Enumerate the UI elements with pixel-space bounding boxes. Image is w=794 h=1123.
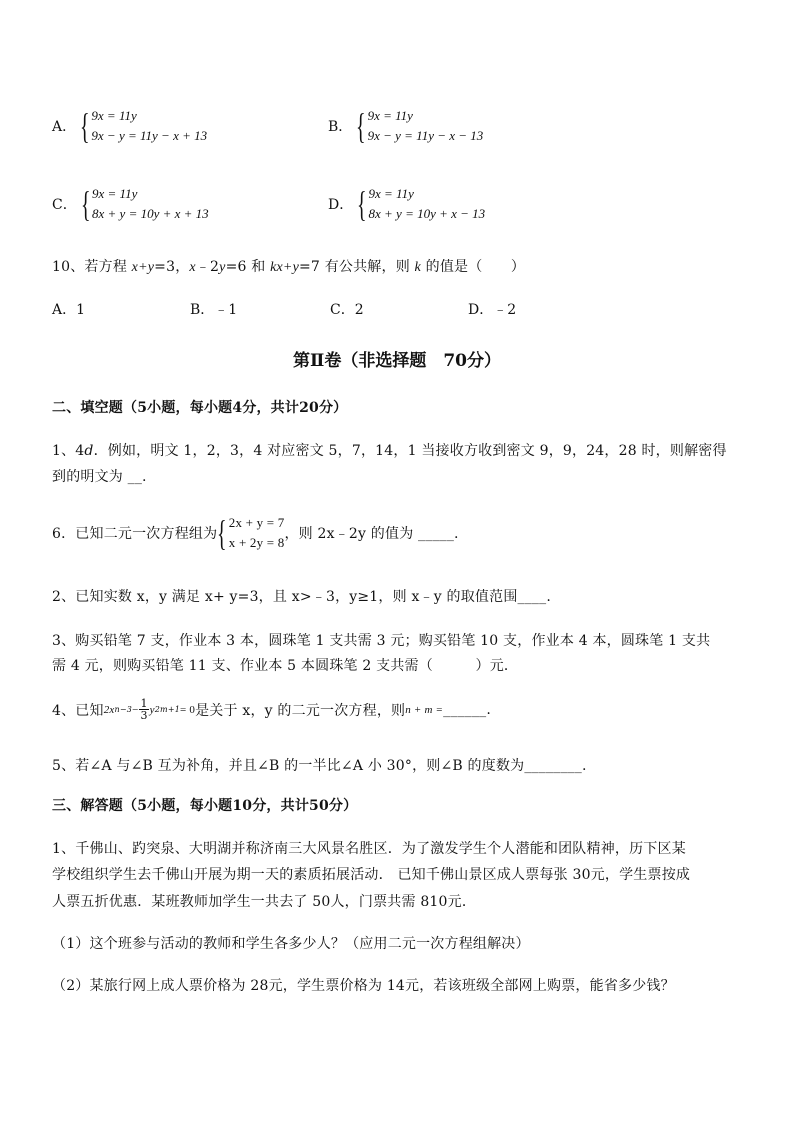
q10-option-d: D．﹣2 — [468, 302, 517, 318]
math: = 0 — [180, 703, 196, 716]
fill-q5: 5、若∠A 与∠B 互为补角，并且∠B 的一半比∠A 小 30°，则∠B 的度数为________. — [52, 758, 587, 774]
fill-q4: 4、已知 2x n−3 − $\frac{1}{3}$ y 2m+1 = 0 是关于 x，y 的二元一次方程，则 n + m = ______. — [52, 697, 492, 722]
equation-system — [368, 106, 484, 146]
option-letter: C． — [52, 197, 77, 213]
math: k — [414, 260, 421, 275]
math: y — [219, 260, 226, 275]
q10-option-b: B．﹣1 — [190, 302, 238, 318]
solve-q1-line2: 学校组织学生去千佛山开展为期一天的素质拓展活动． 已知千佛山景区成人票每张 30元，学生票按成 — [52, 867, 691, 883]
solve-q1-line1: 1、千佛山、趵突泉、大明湖并称济南三大风景名胜区．为了激发学生个人潜能和团队精神，历下区某 — [52, 841, 686, 857]
text: =7 有公共解，则 — [299, 259, 415, 275]
solve-q1-part1: （1）这个班参与活动的教师和学生各多少人？（应用二元一次方程组解决） — [52, 936, 530, 952]
brace: { — [80, 184, 91, 224]
text: 6．已知二元一次方程组为 — [52, 526, 218, 542]
q10-stem — [52, 256, 525, 276]
equation: 9x = 11y — [367, 108, 413, 123]
math: x — [189, 260, 196, 275]
fill-q2: 2、已知实数 x，y 满足 x+ y=3，且 x>﹣3，y≥1，则 x﹣y 的取值范围____. — [52, 589, 551, 605]
option-letter: B． — [328, 119, 353, 135]
math: n + m = — [405, 703, 444, 716]
fraction — [139, 698, 148, 721]
brace: { — [356, 106, 366, 146]
equation: 9x = 11y — [368, 186, 414, 201]
q9-option-b — [328, 106, 483, 146]
equation: 2x + y = 7 — [228, 515, 285, 530]
text: 10、若方程 — [52, 259, 132, 275]
text: ﹣2 — [195, 259, 220, 275]
brace: { — [357, 184, 367, 224]
q9-option-d — [328, 184, 485, 224]
option-letter: A． — [52, 119, 77, 135]
equation: 9x − y = 11y − x − 13 — [367, 128, 484, 143]
equation-system — [92, 184, 209, 224]
text: 的值是（ ） — [420, 259, 526, 275]
fill-q6 — [52, 513, 459, 553]
math: 2x — [103, 703, 115, 716]
fill-q3-line2: 需 4 元，则购买铅笔 11 支、作业本 5 本圆珠笔 2 支共需（ ）元． — [52, 658, 519, 674]
text: 4、已知 — [52, 702, 104, 719]
fill-q1-line2: 到的明文为 __. — [52, 469, 147, 485]
section2-heading: 二、填空题（5小题，每小题4分，共计20分） — [52, 400, 348, 416]
equation-system — [91, 106, 207, 146]
fill-q3-line1: 3、购买铅笔 7 支，作业本 3 本，圆珠笔 1 支共需 3 元；购买铅笔 10 支，作业本 4 本，圆珠笔 1 支共 — [52, 633, 711, 649]
option-letter: D． — [328, 197, 354, 213]
equation: 8x + y = 10y + x + 13 — [92, 206, 209, 221]
equation: 9x − y = 11y − x + 13 — [91, 128, 208, 143]
equation: 8x + y = 10y + x − 13 — [368, 206, 486, 221]
numerator: 1 — [140, 697, 148, 710]
q9-option-a — [52, 106, 207, 146]
solve-q1-line3: 人票五折优惠．某班教师加学生一共去了 50人，门票共需 810元． — [52, 894, 477, 910]
math: x+y — [131, 260, 155, 275]
solve-q1-part2: （2）某旅行网上成人票价格为 28元，学生票价格为 14元，若该班级全部网上购票，能省多少钱？ — [52, 978, 675, 994]
equation-system — [229, 513, 285, 553]
brace: { — [80, 106, 90, 146]
text: =3， — [154, 259, 190, 275]
math: y — [149, 703, 155, 716]
brace: { — [217, 513, 227, 553]
equation: x + 2y = 8 — [228, 535, 285, 550]
denominator: 3 — [140, 709, 148, 722]
superscript: n−3 — [114, 705, 133, 714]
q10-option-a: A．1 — [52, 302, 86, 318]
superscript: 2m+1 — [154, 705, 181, 714]
q10-option-c: C．2 — [330, 302, 364, 318]
math: kx+y — [270, 260, 299, 275]
part2-title: 第Ⅱ卷（非选择题 70分） — [293, 351, 501, 371]
q9-option-c — [52, 184, 209, 224]
equation: 9x = 11y — [91, 108, 137, 123]
answer-blank: ______. — [443, 701, 492, 718]
text: ，则 2x﹣2y 的值为 _____. — [284, 526, 459, 542]
fill-q1-line1: 1、4𝑑．例如，明文 1，2，3，4 对应密文 5，7，14，1 当接收方收到密文 9，9，24，28 时，则解密得 — [52, 443, 727, 459]
equation: 9x = 11y — [92, 186, 138, 201]
equation-system — [369, 184, 486, 224]
text: =6 和 — [225, 259, 271, 275]
text: 是关于 x，y 的二元一次方程，则 — [195, 702, 406, 719]
section3-heading: 三、解答题（5小题，每小题10分，共计50分） — [52, 798, 358, 814]
